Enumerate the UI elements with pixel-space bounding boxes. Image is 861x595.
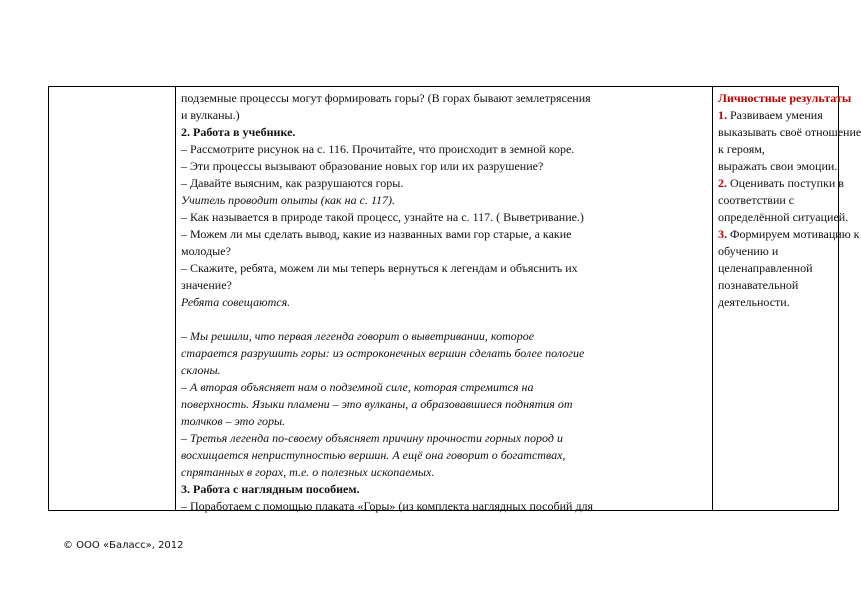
italic-line: склоны.: [181, 363, 221, 377]
italic-line: старается разрушить горы: из остроконечных вершин сделать более пологие: [181, 346, 585, 360]
text-line: значение?: [181, 278, 232, 292]
item-number: 2.: [718, 176, 727, 190]
italic-line: поверхность. Языки пламени – это вулканы, а образовавшиеся поднятия от: [181, 397, 573, 411]
result-text: Развиваем умения: [730, 108, 823, 122]
text-line: – Можем ли мы сделать вывод, какие из названных вами гор старые, а какие: [181, 227, 572, 241]
item-number: 1.: [718, 108, 727, 122]
italic-line: – Мы решили, что первая легенда говорит о выветривании, которое: [181, 329, 535, 343]
italic-line: – А вторая объясняет нам о подземной силе, которая стремится на: [181, 380, 534, 394]
result-text: деятельности.: [718, 295, 790, 309]
text-line: молодые?: [181, 244, 231, 258]
text-line: – Как называется в природе такой процесс, узнайте на с. 117. ( Выветривание.): [181, 210, 584, 224]
text-line: и вулканы.): [181, 108, 240, 122]
result-text: выражать свои эмоции.: [718, 159, 838, 173]
text-line: – Поработаем с помощью плаката «Горы» (из комплекта наглядных пособий для: [181, 499, 594, 513]
italic-line: спрятанных в горах, т.е. о полезных ископаемых.: [181, 465, 435, 479]
result-text: соответствии с: [718, 193, 795, 207]
lesson-table: [48, 86, 861, 513]
result-text: обучению и: [718, 244, 779, 258]
text-line: – Эти процессы вызывают образование новых гор или их разрушение?: [181, 159, 544, 173]
section-heading: 3. Работа с наглядным пособием.: [181, 482, 360, 496]
result-text: к героям,: [718, 142, 765, 156]
italic-line: – Третья легенда по-своему объясняет причину прочности горных пород и: [181, 431, 563, 445]
text-line: – Рассмотрите рисунок на с. 116. Прочитайте, что происходит в земной коре.: [181, 142, 575, 156]
text-line: – Скажите, ребята, можем ли мы теперь вернуться к легендам и объяснить их: [181, 261, 578, 275]
content-column: [176, 87, 713, 513]
italic-note: Учитель проводит опыты (как на с. 117).: [181, 193, 396, 207]
result-text: Формируем мотивацию к: [730, 227, 860, 241]
result-text: целенаправленной: [718, 261, 813, 275]
text-line: подземные процессы могут формировать горы? (В горах бывают землетрясения: [181, 91, 591, 105]
section-heading: 2. Работа в учебнике.: [181, 125, 296, 139]
result-text: познавательной: [718, 278, 799, 292]
result-text: выказывать своё отношение: [718, 125, 861, 139]
result-text: определённой ситуацией.: [718, 210, 849, 224]
blank-line: [181, 311, 712, 328]
results-column: [714, 87, 861, 510]
italic-line: восхищается неприступностью вершин. А ещё она говорит о богатствах,: [181, 448, 566, 462]
results-heading: Личностные результаты: [718, 91, 852, 105]
italic-line: толчков – это горы.: [181, 414, 286, 428]
stage-column: [49, 87, 176, 510]
result-text: Оценивать поступки в: [730, 176, 844, 190]
copyright-footer: © ООО «Баласс», 2012: [63, 540, 184, 551]
text-line: – Давайте выясним, как разрушаются горы.: [181, 176, 404, 190]
item-number: 3.: [718, 227, 727, 241]
italic-note: Ребята совещаются.: [181, 295, 291, 309]
